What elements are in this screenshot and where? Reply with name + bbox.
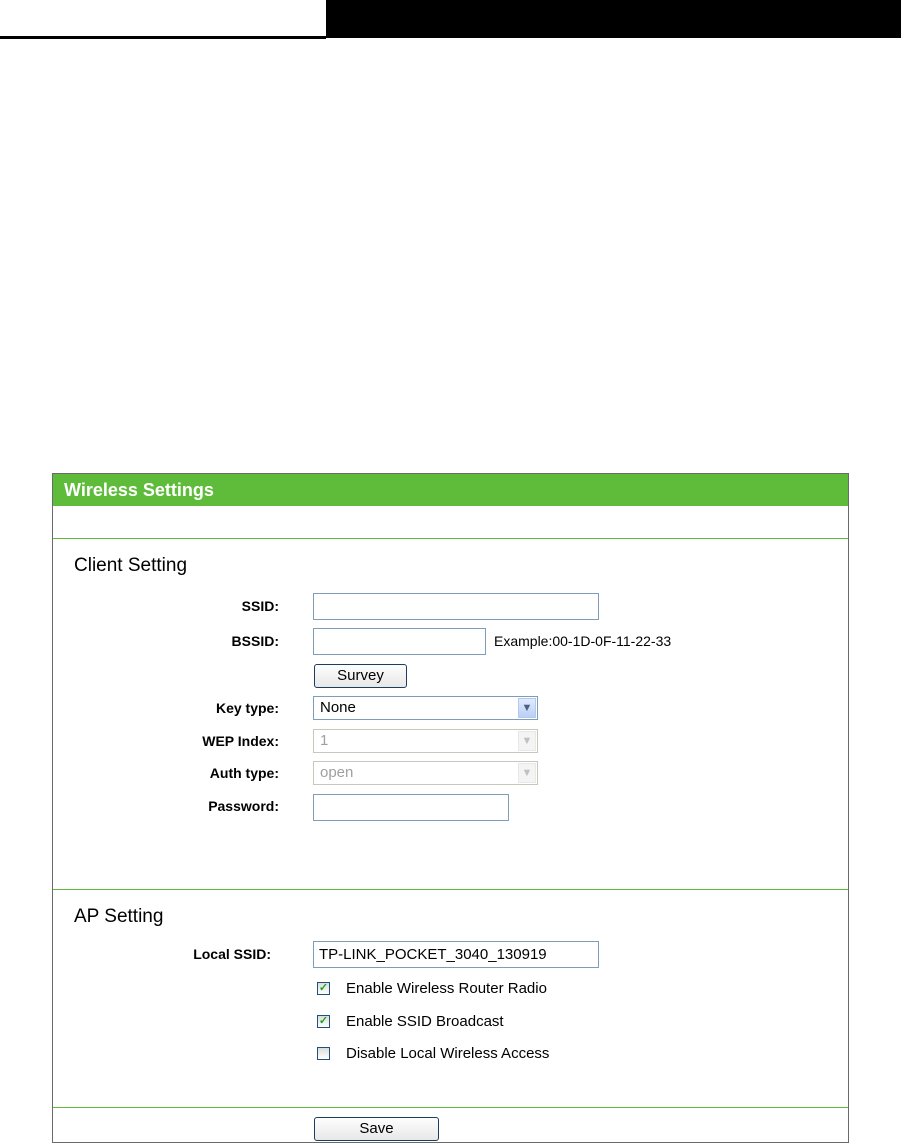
wireless-settings-panel xyxy=(52,473,849,1143)
header-rule xyxy=(0,36,326,39)
checkbox-disable-local-access[interactable] xyxy=(317,1047,330,1060)
wep-index-value: 1 xyxy=(320,732,329,749)
wep-index-select xyxy=(313,729,538,753)
document-header xyxy=(0,0,901,42)
bssid-input[interactable] xyxy=(313,628,486,655)
wep-index-label: WEP Index: xyxy=(202,733,279,749)
password-label: Password: xyxy=(208,798,279,814)
local-ssid-label: Local SSID: xyxy=(193,946,271,962)
save-button[interactable]: Save xyxy=(314,1117,439,1141)
client-setting-title: Client Setting xyxy=(74,555,188,576)
bssid-example: Example:00-1D-0F-11-22-33 xyxy=(494,633,672,649)
survey-button[interactable]: Survey xyxy=(314,664,407,688)
panel-title: Wireless Settings xyxy=(53,474,848,506)
ap-setting-title: AP Setting xyxy=(74,906,164,927)
key-type-select[interactable] xyxy=(313,696,538,720)
divider xyxy=(53,538,848,539)
auth-type-value: open xyxy=(320,764,354,781)
password-input[interactable] xyxy=(313,794,509,821)
key-type-value: None xyxy=(320,699,356,716)
header-left-area xyxy=(0,0,326,35)
chevron-down-icon: ▼ xyxy=(518,763,536,783)
ssid-label: SSID: xyxy=(241,598,279,614)
chevron-down-icon: ▼ xyxy=(518,731,536,751)
auth-type-select xyxy=(313,761,538,785)
bssid-label: BSSID: xyxy=(231,633,279,649)
chevron-down-icon[interactable]: ▼ xyxy=(518,698,536,718)
divider xyxy=(53,889,848,890)
checkbox-label: Disable Local Wireless Access xyxy=(346,1045,550,1062)
header-black-bar xyxy=(326,0,901,38)
checkbox-label: Enable SSID Broadcast xyxy=(346,1013,504,1030)
checkbox-label: Enable Wireless Router Radio xyxy=(346,980,547,997)
auth-type-label: Auth type: xyxy=(209,765,279,781)
checkbox-ssid-broadcast[interactable]: ✓ xyxy=(318,1015,329,1027)
local-ssid-input[interactable] xyxy=(313,941,599,968)
key-type-label: Key type: xyxy=(215,700,279,716)
divider xyxy=(53,1107,848,1108)
checkbox-wireless-radio[interactable]: ✓ xyxy=(318,982,329,994)
ssid-input[interactable] xyxy=(313,593,599,620)
